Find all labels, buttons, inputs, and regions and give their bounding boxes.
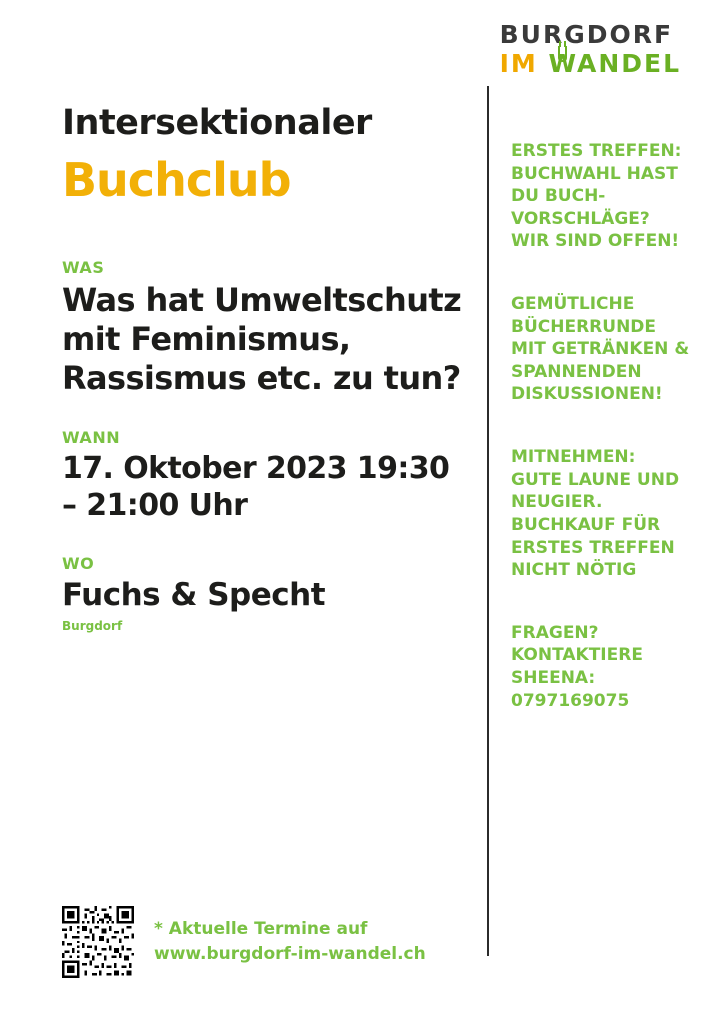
note-item: GEMÜTLICHE BÜCHERRUNDE MIT GETRÄNKEN & SPANNENDEN DISKUSSIONEN! xyxy=(511,294,690,405)
note-item: ERSTES TREFFEN: BUCHWAHL HAST DU BUCH-VORSCHLÄGE? WIR SIND OFFEN! xyxy=(511,141,682,252)
section-text-was: Was hat Umweltschutz mit Feminismus, Rassismus etc. zu tun? xyxy=(62,281,462,398)
page-title-top: Intersektionaler xyxy=(62,103,372,143)
note-item: MITNEHMEN: GUTE LAUNE UND NEUGIER. BUCHKAUF FÜR ERSTES TREFFEN NICHT NÖTIG xyxy=(511,447,680,581)
note-item: FRAGEN? KONTAKTIERE SHEENA: 0797169075 xyxy=(511,622,643,711)
qr-code-icon[interactable] xyxy=(62,906,134,978)
vertical-divider xyxy=(487,86,489,956)
section-wo xyxy=(62,554,462,633)
section-text-wann: 17. Oktober 2023 19:30 – 21:00 Uhr xyxy=(62,451,450,523)
section-text-wo: Fuchs & Specht xyxy=(62,577,326,614)
section-label-wo: WO xyxy=(62,554,95,574)
logo-im-wandel xyxy=(500,51,681,76)
section-was xyxy=(62,258,462,398)
flask-icon xyxy=(556,41,569,63)
section-subtext-wo: Burgdorf xyxy=(62,619,123,634)
logo xyxy=(500,22,681,76)
side-notes xyxy=(511,140,691,712)
logo-wandel: WANDEL xyxy=(548,49,681,78)
logo-burgdorf: BURGDORF xyxy=(499,20,674,49)
footer-text xyxy=(154,917,426,966)
footer xyxy=(62,906,426,978)
footer-line-2[interactable]: www.burgdorf-im-wandel.ch xyxy=(154,944,426,964)
page-title-main: Buchclub xyxy=(62,152,291,207)
logo-im: IM xyxy=(499,49,538,78)
section-label-wann: WANN xyxy=(62,428,121,448)
section-label-was: WAS xyxy=(62,258,105,278)
main-content xyxy=(62,105,462,633)
footer-line-1: * Aktuelle Termine auf xyxy=(154,919,368,940)
section-wann xyxy=(62,428,462,524)
